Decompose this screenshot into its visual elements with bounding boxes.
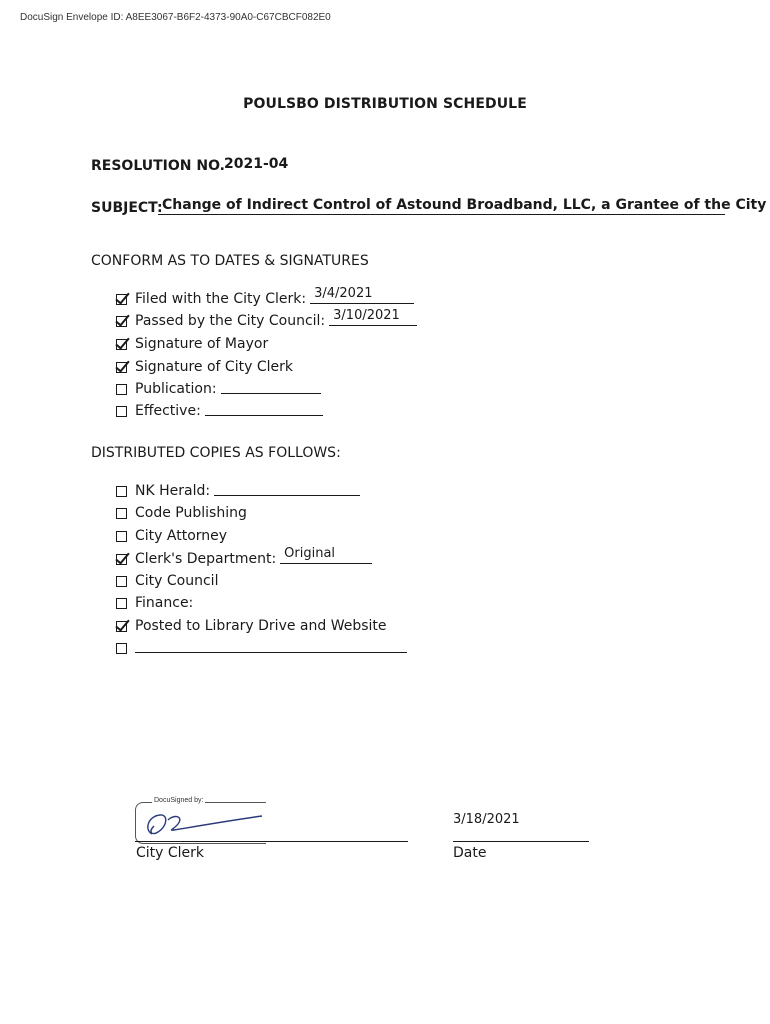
resolution-number: 2021-04 [224,156,289,172]
distributed-item-library-website [116,616,387,636]
conform-item-passed [116,307,417,331]
subject-label: SUBJECT: [91,200,163,216]
distributed-item-city-council [116,571,218,591]
item-label: Signature of Mayor [135,336,269,352]
conform-item-publication [116,379,321,399]
item-label: Finance: [135,595,194,611]
signer-label: City Clerk [136,845,205,861]
signature-line [135,841,408,842]
conform-item-mayor [116,334,268,354]
signature-date: 3/18/2021 [453,812,520,827]
subject-value: Change of Indirect Control of Astound Broadband, LLC, a Grantee of the City [162,197,767,213]
envelope-id: DocuSign Envelope ID: A8EE3067-B6F2-4373-90A0-C67CBCF082E0 [20,12,331,23]
conform-item-filed [116,285,414,309]
checkbox-empty-icon[interactable] [116,508,127,519]
distributed-item-nk-herald [116,481,360,501]
checkbox-empty-icon[interactable] [116,531,127,542]
item-label: Passed by the City Council: [135,313,326,329]
item-label: NK Herald: [135,483,211,499]
distributed-heading: DISTRIBUTED COPIES AS FOLLOWS: [91,445,341,461]
checkbox-empty-icon[interactable] [116,486,127,497]
filed-date-field: 3/4/2021 [310,287,414,304]
nk-herald-field [214,479,360,496]
page-title: POULSBO DISTRIBUTION SCHEDULE [243,96,527,112]
checkbox-checked-icon[interactable] [116,621,127,632]
distributed-item-city-attorney [116,526,227,546]
date-line [453,841,589,842]
conform-heading: CONFORM AS TO DATES & SIGNATURES [91,253,369,269]
handwritten-signature-icon [138,806,268,842]
item-label: Signature of City Clerk [135,359,293,375]
passed-date-field: 3/10/2021 [329,309,417,326]
checkbox-empty-icon[interactable] [116,643,127,654]
checkbox-empty-icon[interactable] [116,576,127,587]
item-label: Posted to Library Drive and Website [135,618,387,634]
checkbox-checked-icon[interactable] [116,339,127,350]
checkbox-checked-icon[interactable] [116,362,127,373]
checkbox-empty-icon[interactable] [116,598,127,609]
checkbox-empty-icon[interactable] [116,384,127,395]
item-label: City Attorney [135,528,228,544]
checkbox-checked-icon[interactable] [116,316,127,327]
item-label: Clerk's Department: [135,551,277,567]
checkbox-checked-icon[interactable] [116,294,127,305]
item-label: Filed with the City Clerk: [135,291,307,307]
conform-item-clerk-signature [116,357,293,377]
checkbox-checked-icon[interactable] [116,554,127,565]
other-field [135,636,407,653]
effective-field [205,399,323,416]
subject-underline [158,214,725,215]
checkbox-empty-icon[interactable] [116,406,127,417]
item-label: Effective: [135,403,201,419]
date-label: Date [453,845,487,861]
resolution-label: RESOLUTION NO. [91,158,225,174]
item-label: City Council [135,573,219,589]
clerks-department-field: Original [280,547,372,564]
item-label: Publication: [135,381,217,397]
docusigned-by-label: DocuSigned by: [154,797,204,804]
publication-field [221,377,321,394]
conform-item-effective [116,401,323,421]
distributed-item-code-publishing [116,503,247,523]
distributed-item-other [116,638,407,658]
distributed-item-finance [116,593,193,613]
item-label: Code Publishing [135,505,247,521]
distributed-item-clerks-department [116,545,372,569]
